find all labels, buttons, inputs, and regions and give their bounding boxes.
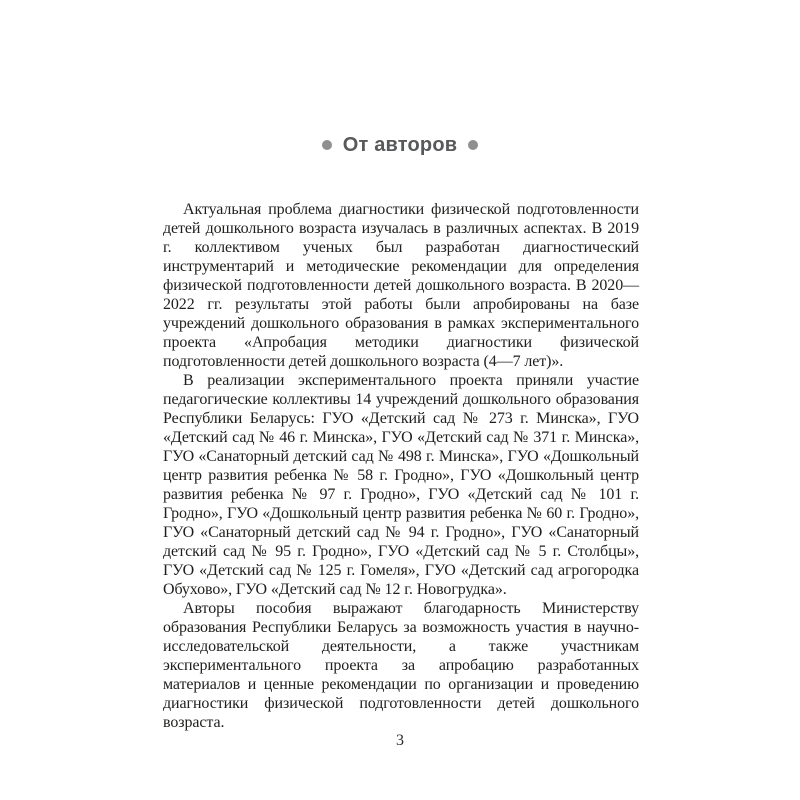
section-heading	[0, 134, 800, 156]
paragraph: Актуальная проблема диагностики физической подготовленности детей дошкольного возраста изучалась в различных аспектах. В 2019 г. коллективом ученых был разработан диагностический инструментарий и методические рекомендации для определения физической подготовленности детей дошкольного возраста. В 2020—2022 гг. результаты этой работы были апробированы на базе учреждений дошкольного образования в рамках экспериментального проекта «Апробация методики диагностики физической подготовленности детей дошкольного возраста (4—7 лет)».	[163, 201, 639, 370]
section-title: От авторов	[342, 134, 458, 156]
page-number: 3	[396, 732, 404, 749]
heading-bullet-right-icon	[468, 140, 478, 150]
heading-bullet-left-icon	[322, 140, 332, 150]
body-text	[163, 200, 639, 732]
paragraph: В реализации экспериментального проекта приняли участие педагогические коллективы 14 учреждений дошкольного образования Республики Беларусь: ГУО «Детский сад № 273 г. Минска», ГУО «Детский сад № 46 г. Минска», ГУО «Детский сад № 371 г. Минска», ГУО «Санаторный детский сад № 498 г. Минска», ГУО «Дошкольный центр развития ребенка № 58 г. Гродно», ГУО «Дошкольный центр развития ребенка № 97 г. Гродно», ГУО «Детский сад № 101 г. Гродно», ГУО «Дошкольный центр развития ребенка № 60 г. Гродно», ГУО «Санаторный детский сад № 94 г. Гродно», ГУО «Санаторный детский сад № 95 г. Гродно», ГУО «Детский сад № 5 г. Столбцы», ГУО «Детский сад № 125 г. Гомеля», ГУО «Детский сад агрогородка Обухово», ГУО «Детский сад № 12 г. Новогрудка».	[163, 372, 639, 598]
paragraph: Авторы пособия выражают благодарность Министерству образования Республики Беларусь за возможность участия в научно-исследовательской деятельности, а также участникам экспериментального проекта за апробацию разработанных материалов и ценные рекомендации по организации и проведению диагностики физической подготовленности детей дошкольного возраста.	[163, 600, 639, 731]
